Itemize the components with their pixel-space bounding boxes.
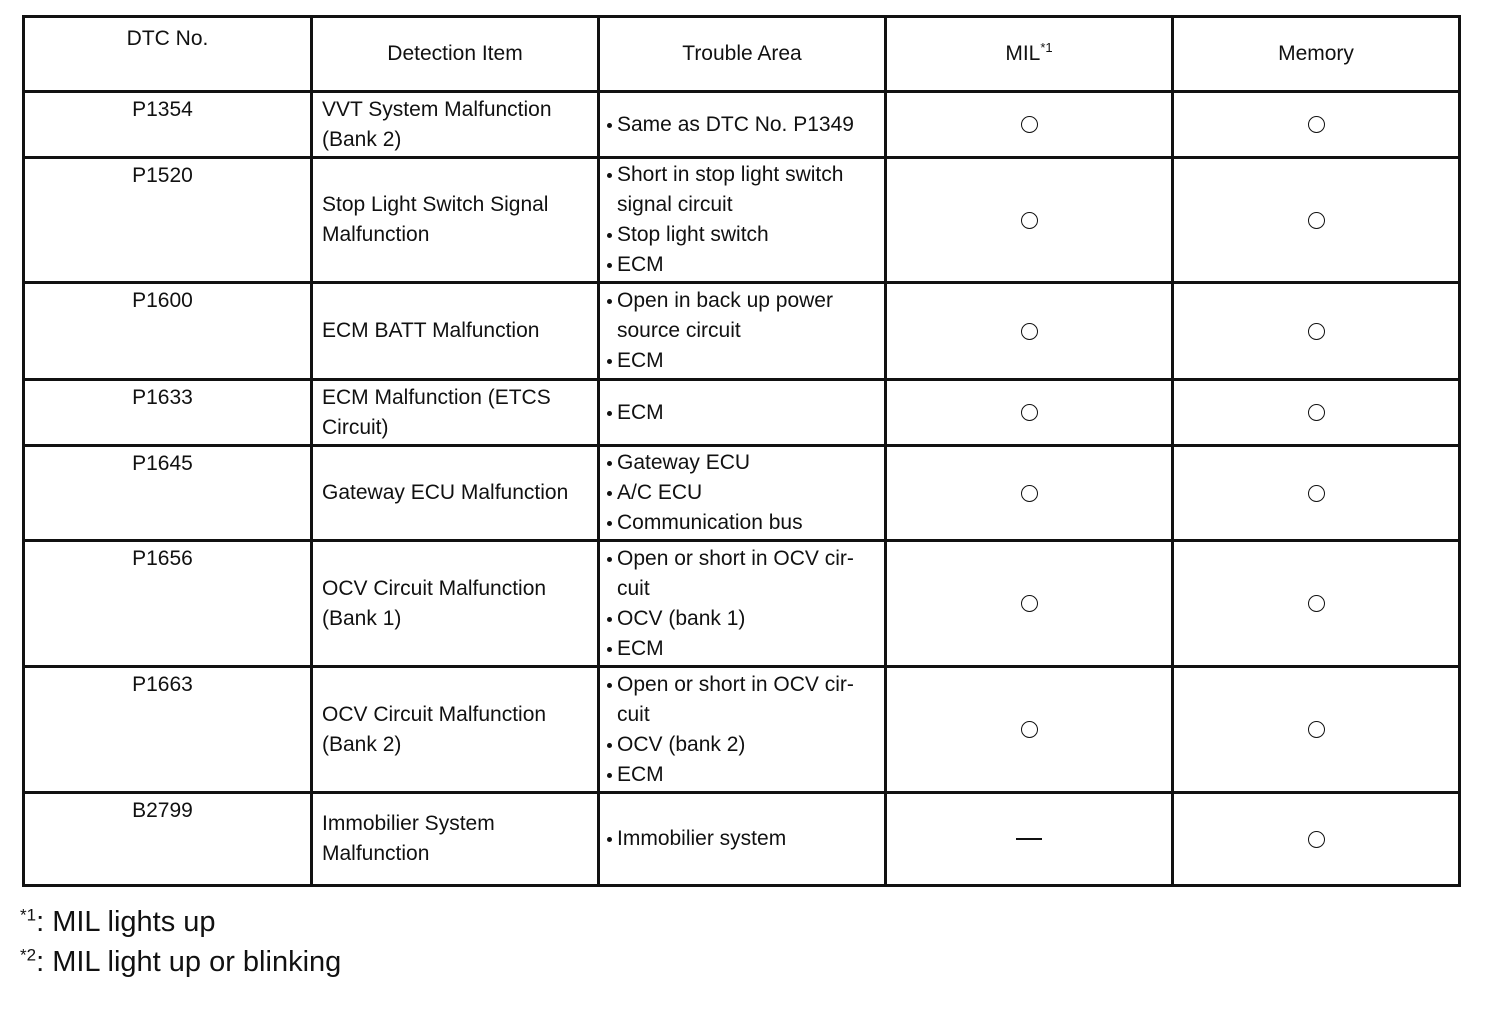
trouble-area-item xyxy=(607,448,878,478)
circle-icon xyxy=(1021,721,1038,738)
trouble-area-text: ECM xyxy=(617,349,664,372)
bullet-icon xyxy=(607,743,612,748)
header-mil-footnote-mark: *1 xyxy=(1040,40,1053,55)
table-row xyxy=(24,380,1460,446)
trouble-area-cell xyxy=(599,92,886,158)
detection-item-cell xyxy=(312,667,599,793)
trouble-area-item xyxy=(607,478,878,508)
detection-item-line: Malfunction xyxy=(322,842,430,865)
header-memory: Memory xyxy=(1173,17,1460,92)
footnote-2-text: : MIL light up or blinking xyxy=(36,946,342,978)
circle-icon xyxy=(1308,404,1325,421)
trouble-area-item xyxy=(607,604,878,634)
trouble-area-text: Stop light switch xyxy=(617,223,769,246)
circle-icon xyxy=(1308,595,1325,612)
bullet-icon xyxy=(607,837,612,842)
bullet-icon xyxy=(607,263,612,268)
dtc-code-cell: P1663 xyxy=(24,667,312,793)
bullet-icon xyxy=(607,773,612,778)
detection-item-cell xyxy=(312,541,599,667)
trouble-area-text: Open or short in OCV cir-cuit xyxy=(617,672,854,726)
trouble-area-text: Same as DTC No. P1349 xyxy=(617,112,854,136)
memory-cell xyxy=(1173,793,1460,886)
trouble-area-text: ECM xyxy=(617,253,664,276)
trouble-area-item xyxy=(607,634,878,664)
header-trouble-area: Trouble Area xyxy=(599,17,886,92)
trouble-area-cell xyxy=(599,667,886,793)
trouble-area-item xyxy=(607,250,878,280)
trouble-area-cell xyxy=(599,380,886,446)
mil-cell xyxy=(886,667,1173,793)
bullet-icon xyxy=(607,233,612,238)
circle-icon xyxy=(1308,116,1325,133)
mil-cell xyxy=(886,793,1173,886)
circle-icon xyxy=(1021,485,1038,502)
trouble-area-text: Short in stop light switch signal circuit xyxy=(617,163,844,216)
trouble-area-item xyxy=(607,824,878,854)
dtc-code-cell: P1633 xyxy=(24,380,312,446)
detection-item-cell xyxy=(312,446,599,541)
detection-item-line: OCV Circuit Malfunction xyxy=(322,576,547,600)
table-row xyxy=(24,446,1460,541)
dtc-code-cell: B2799 xyxy=(24,793,312,886)
footnotes xyxy=(20,902,341,982)
bullet-icon xyxy=(607,299,612,304)
header-mil-label: MIL xyxy=(1005,42,1041,65)
table-row xyxy=(24,541,1460,667)
trouble-area-text: ECM xyxy=(617,636,664,660)
table-row xyxy=(24,667,1460,793)
detection-item-line: VVT System Malfunction xyxy=(322,97,552,121)
mil-cell xyxy=(886,92,1173,158)
memory-cell xyxy=(1173,380,1460,446)
trouble-area-text: Open or short in OCV cir-cuit xyxy=(617,546,854,600)
detection-item-line: ECM BATT Malfunction xyxy=(322,319,540,342)
trouble-area-cell xyxy=(599,283,886,380)
bullet-icon xyxy=(607,683,612,688)
trouble-area-item xyxy=(607,346,878,376)
detection-item-line: (Bank 2) xyxy=(322,127,402,151)
table-row xyxy=(24,793,1460,886)
circle-icon xyxy=(1308,831,1325,848)
trouble-area-item xyxy=(607,544,878,604)
trouble-area-cell xyxy=(599,158,886,283)
trouble-area-item xyxy=(607,220,878,250)
memory-cell xyxy=(1173,283,1460,380)
footnote-1 xyxy=(20,902,341,942)
dtc-code-cell: P1354 xyxy=(24,92,312,158)
header-mil xyxy=(886,17,1173,92)
footnote-2 xyxy=(20,942,341,982)
detection-item-line: (Bank 1) xyxy=(322,606,402,630)
table-row xyxy=(24,92,1460,158)
table-row xyxy=(24,158,1460,283)
circle-icon xyxy=(1021,116,1038,133)
trouble-area-item xyxy=(607,760,878,790)
trouble-area-text: OCV (bank 2) xyxy=(617,732,746,756)
trouble-area-cell xyxy=(599,446,886,541)
circle-icon xyxy=(1308,721,1325,738)
detection-item-line: Malfunction xyxy=(322,223,430,246)
bullet-icon xyxy=(607,491,612,496)
trouble-area-cell xyxy=(599,541,886,667)
memory-cell xyxy=(1173,446,1460,541)
circle-icon xyxy=(1021,595,1038,612)
bullet-icon xyxy=(607,647,612,652)
bullet-icon xyxy=(607,557,612,562)
header-dtc-no: DTC No. xyxy=(24,17,312,92)
circle-icon xyxy=(1308,323,1325,340)
trouble-area-text: Communication bus xyxy=(617,511,803,534)
bullet-icon xyxy=(607,521,612,526)
memory-cell xyxy=(1173,92,1460,158)
trouble-area-item xyxy=(607,730,878,760)
bullet-icon xyxy=(607,123,612,128)
circle-icon xyxy=(1308,212,1325,229)
detection-item-line: Gateway ECU Malfunction xyxy=(322,481,569,504)
circle-icon xyxy=(1021,404,1038,421)
dtc-table xyxy=(22,15,1461,887)
trouble-area-text: OCV (bank 1) xyxy=(617,606,746,630)
detection-item-line: OCV Circuit Malfunction xyxy=(322,702,547,726)
footnote-1-text: : MIL lights up xyxy=(36,906,216,938)
mil-cell xyxy=(886,541,1173,667)
memory-cell xyxy=(1173,541,1460,667)
trouble-area-cell xyxy=(599,793,886,886)
footnote-2-mark: *2 xyxy=(20,945,37,965)
trouble-area-text: A/C ECU xyxy=(617,481,703,504)
header-detection-item: Detection Item xyxy=(312,17,599,92)
footnote-1-mark: *1 xyxy=(20,905,37,925)
circle-icon xyxy=(1308,485,1325,502)
trouble-area-text: Immobilier system xyxy=(617,827,787,850)
circle-icon xyxy=(1021,212,1038,229)
trouble-area-item xyxy=(607,286,878,346)
dtc-code-cell: P1600 xyxy=(24,283,312,380)
dash-icon xyxy=(1016,838,1042,840)
bullet-icon xyxy=(607,461,612,466)
trouble-area-text: ECM xyxy=(617,400,664,424)
memory-cell xyxy=(1173,158,1460,283)
mil-cell xyxy=(886,158,1173,283)
table-row xyxy=(24,283,1460,380)
bullet-icon xyxy=(607,173,612,178)
bullet-icon xyxy=(607,359,612,364)
trouble-area-item xyxy=(607,508,878,538)
detection-item-line: (Bank 2) xyxy=(322,732,402,756)
mil-cell xyxy=(886,446,1173,541)
dtc-code-cell: P1520 xyxy=(24,158,312,283)
trouble-area-text: ECM xyxy=(617,762,664,786)
detection-item-cell xyxy=(312,92,599,158)
detection-item-cell xyxy=(312,380,599,446)
bullet-icon xyxy=(607,411,612,416)
detection-item-cell xyxy=(312,158,599,283)
dtc-code-cell: P1645 xyxy=(24,446,312,541)
detection-item-line: ECM Malfunction (ETCS xyxy=(322,385,551,409)
memory-cell xyxy=(1173,667,1460,793)
trouble-area-item xyxy=(607,670,878,730)
trouble-area-item xyxy=(607,160,878,220)
dtc-code-cell: P1656 xyxy=(24,541,312,667)
mil-cell xyxy=(886,380,1173,446)
circle-icon xyxy=(1021,323,1038,340)
trouble-area-text: Gateway ECU xyxy=(617,451,751,474)
trouble-area-text: Open in back up power source circuit xyxy=(617,289,833,342)
bullet-icon xyxy=(607,617,612,622)
mil-cell xyxy=(886,283,1173,380)
detection-item-line: Immobilier System xyxy=(322,812,495,835)
detection-item-cell xyxy=(312,283,599,380)
table-header-row xyxy=(24,17,1460,92)
detection-item-line: Circuit) xyxy=(322,415,389,439)
detection-item-cell xyxy=(312,793,599,886)
trouble-area-item xyxy=(607,398,878,428)
detection-item-line: Stop Light Switch Signal xyxy=(322,193,549,216)
trouble-area-item xyxy=(607,110,878,140)
